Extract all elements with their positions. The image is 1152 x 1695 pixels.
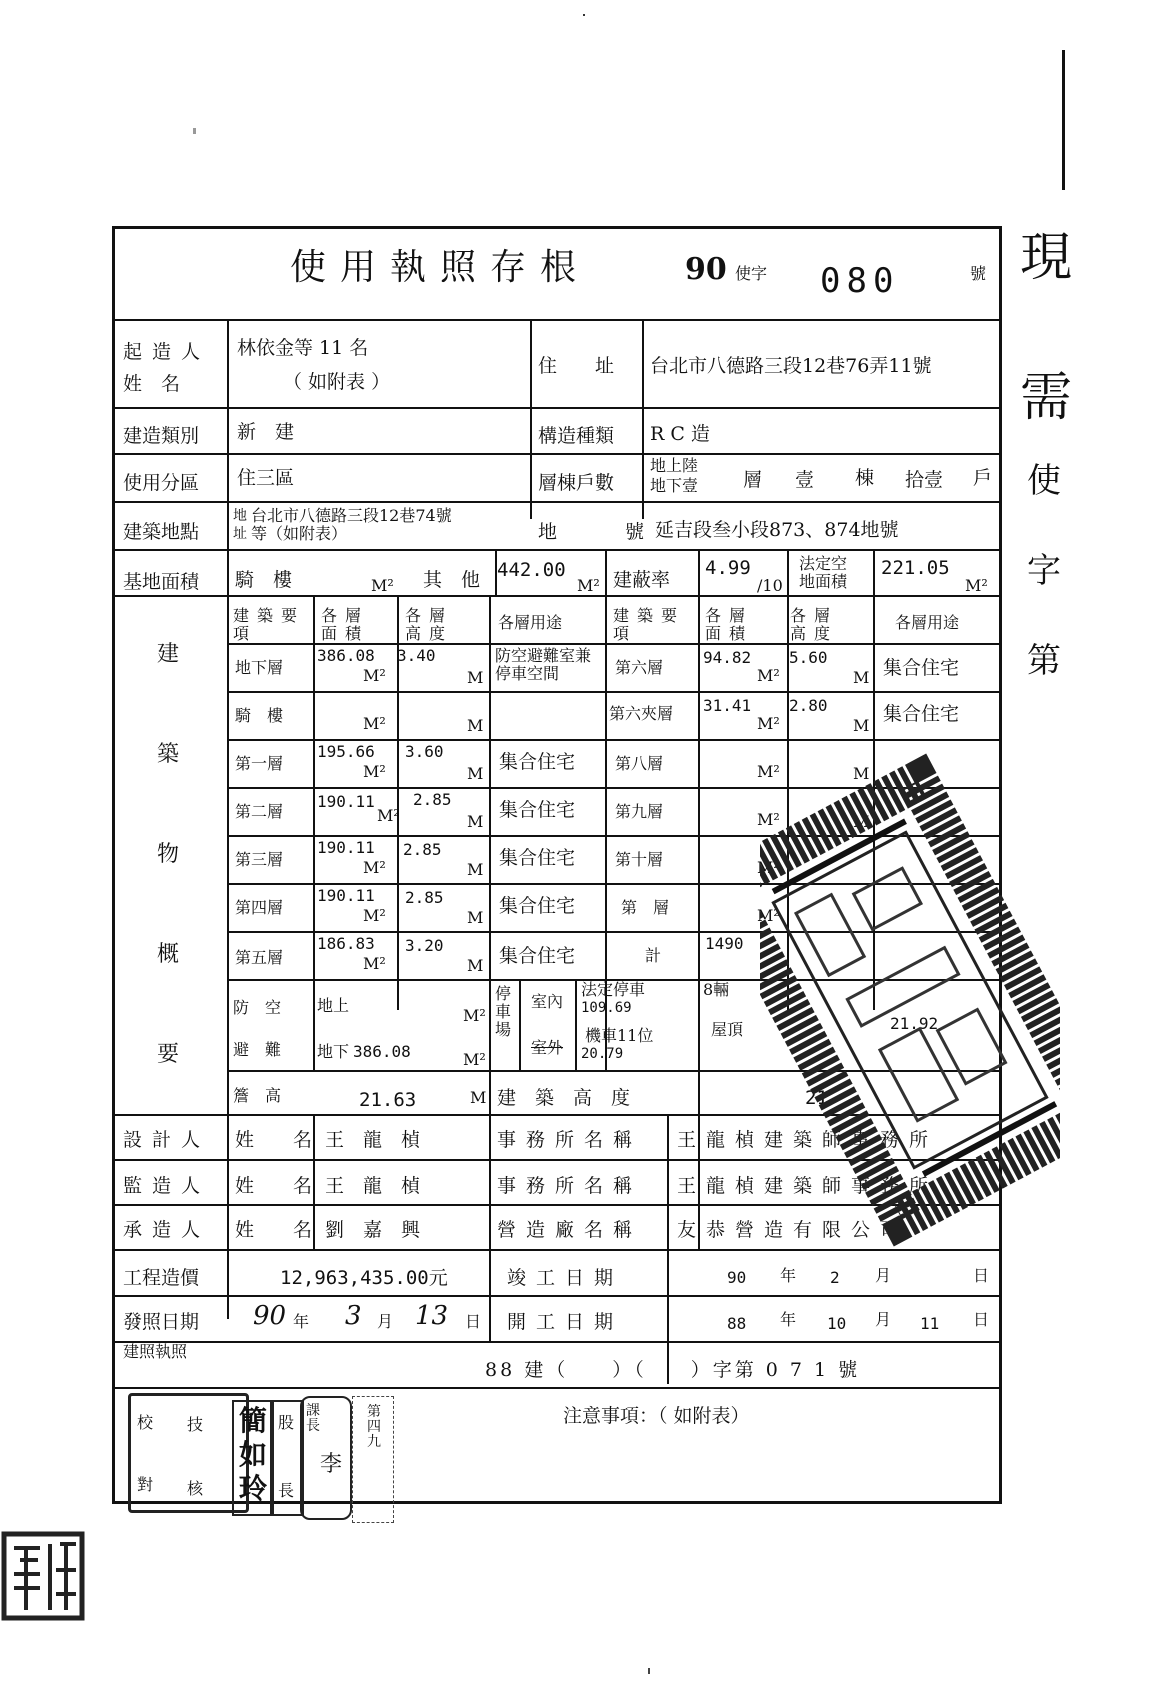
cost-value: 12,963,435.00元 xyxy=(280,1267,448,1289)
review-label-5: 技 xyxy=(187,1415,204,1434)
shelter-label-1: 防 空 xyxy=(233,998,282,1017)
permit-label: 建照執照 xyxy=(123,1342,188,1361)
floor-height: 3.20 xyxy=(405,936,444,955)
start-year-unit: 年 xyxy=(780,1310,797,1329)
coverage-den: /10 xyxy=(757,576,783,595)
title-prefix: 使字 xyxy=(735,264,768,283)
side-label-4: 概 xyxy=(157,942,180,967)
address-value: 台北市八德路三段12巷76弄11號 xyxy=(650,355,932,377)
base-div-4 xyxy=(787,549,789,595)
mid-col-divider xyxy=(530,319,532,519)
review-label-6: 核 xyxy=(187,1479,204,1498)
right-edge-line xyxy=(1062,50,1065,190)
park-div-2 xyxy=(519,979,521,1070)
parking-legal-2: 機車11位 xyxy=(585,1026,654,1045)
bldg-unit: 棟 xyxy=(855,467,875,489)
contractor-office: 友恭營造有限公司 xyxy=(677,1219,910,1241)
rfloor-name: 第八層 xyxy=(615,754,664,773)
start-year: 88 xyxy=(727,1314,747,1333)
official-seal-stamp xyxy=(760,690,1060,1310)
floor-area: 186.83 xyxy=(317,934,375,953)
hdr-area-right: 各層面積 xyxy=(705,606,754,643)
seal-body xyxy=(760,781,1060,1220)
rfloor-area-unit: M² xyxy=(757,714,780,733)
unit-count: 拾壹 xyxy=(905,469,944,491)
vertical-note-text: 第四九 xyxy=(367,1404,381,1450)
site-sub-1: 地 xyxy=(233,508,247,524)
floor-name: 第一層 xyxy=(235,754,284,773)
designer-office-label: 事務所名稱 xyxy=(497,1129,643,1151)
issue-year: 90 xyxy=(253,1301,287,1331)
lot-value: 延吉段叁小段873、874地號 xyxy=(655,519,899,541)
shelter-below-value: 386.08 xyxy=(353,1042,411,1061)
floor-area: 195.66 xyxy=(317,742,375,761)
floor-height-unit: M xyxy=(467,860,484,879)
coverage-label: 建蔽率 xyxy=(613,569,671,591)
floor-height: 2.85 xyxy=(405,888,444,907)
floor-height-unit: M xyxy=(467,956,484,975)
open-unit: M² xyxy=(965,576,988,595)
parking-legal-1: 法定停車 xyxy=(581,980,646,999)
contractor-role: 承造人 xyxy=(123,1219,211,1241)
rfloor-area-unit: M² xyxy=(757,666,780,685)
rfloor-height-unit: M xyxy=(853,668,870,687)
struct-label: 構造種類 xyxy=(538,425,615,447)
rfloor-name: 第九層 xyxy=(615,802,664,821)
issue-year-unit: 年 xyxy=(293,1312,310,1331)
bcol-3 xyxy=(489,595,491,1010)
hdr-item-right: 建築要項 xyxy=(613,606,686,643)
floor-height-unit: M xyxy=(467,668,484,687)
floor-unit: 層 xyxy=(743,469,763,491)
bld-height-value: 21 xyxy=(805,1087,828,1109)
name-stamp xyxy=(232,1400,274,1516)
shelter-above-unit: M² xyxy=(463,1006,486,1025)
rfloor-area-unit: M² xyxy=(757,762,780,781)
applicant-name: 林依金等 11 名 xyxy=(237,337,369,359)
rfloor-height-unit: M xyxy=(853,764,870,783)
floor-area: 190.11 xyxy=(317,838,375,857)
side-label-5: 要 xyxy=(157,1042,180,1067)
eave-label: 簷 高 xyxy=(233,1086,282,1105)
name-stamp-text: 簡如玲 xyxy=(239,1404,268,1505)
shelter-below-prefix: 地下 xyxy=(317,1042,350,1061)
build-type-label: 建造類別 xyxy=(123,425,200,447)
permit-text: 88 建（ ）（ ）字第 0 7 1 號 xyxy=(485,1359,861,1381)
review-label-1: 校 xyxy=(137,1413,154,1432)
rfloor-name: 第 層 xyxy=(621,898,670,917)
title-divider xyxy=(115,319,999,321)
done-label: 竣工日期 xyxy=(507,1267,624,1289)
eave-value: 21.63 xyxy=(359,1089,417,1111)
hdr-area-left: 各層面積 xyxy=(321,606,370,643)
rfloor-height-unit: M xyxy=(853,812,870,831)
open-label-1: 法定空 xyxy=(799,554,848,573)
floor-use: 防空避難室兼停車空間 xyxy=(495,646,592,683)
coverage-value: 4.99 xyxy=(705,557,751,579)
designer-role: 設計人 xyxy=(123,1129,211,1151)
cost-div xyxy=(489,1249,491,1341)
site-label: 建築地點 xyxy=(123,521,200,543)
rfloor-height: 5.60 xyxy=(789,648,828,667)
rfloor-use: 集合住宅 xyxy=(883,703,960,725)
review-stamp xyxy=(128,1393,249,1513)
title-number: 080 xyxy=(820,261,900,301)
rfloor-name: 第六夾層 xyxy=(609,704,674,723)
floor-area-unit: M² xyxy=(363,762,386,781)
permit-line xyxy=(115,1387,999,1389)
issue-line xyxy=(115,1341,999,1343)
done-year: 90 xyxy=(727,1268,747,1287)
zone-label: 使用分區 xyxy=(123,472,200,494)
done-year-unit: 年 xyxy=(780,1266,797,1285)
floor-use: 集合住宅 xyxy=(499,945,576,967)
other-label: 其 他 xyxy=(423,569,481,591)
open-label-2: 地面積 xyxy=(799,572,848,591)
contractor-name-label: 姓 名 xyxy=(235,1219,323,1241)
struct-value: R C 造 xyxy=(650,423,710,445)
floor-height-unit: M xyxy=(467,716,484,735)
floor-height-unit: M xyxy=(467,908,484,927)
rfloor-area-unit: M² xyxy=(757,858,780,877)
shelter-below-unit: M² xyxy=(463,1050,486,1069)
base-div-3 xyxy=(698,549,700,595)
review-label-3: 股 xyxy=(278,1413,295,1432)
designer-name: 王 龍 楨 xyxy=(325,1129,421,1151)
floor-name: 地下層 xyxy=(235,658,284,677)
floor-area-unit: M² xyxy=(363,954,386,973)
chief-title: 課長 xyxy=(306,1403,320,1434)
title-suffix: 號 xyxy=(970,264,987,283)
floors-below: 地下壹 xyxy=(650,476,699,495)
row-line-5 xyxy=(115,595,999,597)
parking-legal-2-area: 20.79 xyxy=(581,1046,624,1062)
bld-height-label: 建 築 高 度 xyxy=(497,1087,631,1109)
shelter-label-2: 避 難 xyxy=(233,1040,282,1059)
chief-stamp xyxy=(300,1396,352,1520)
eave-div xyxy=(489,1070,491,1114)
floor-use: 集合住宅 xyxy=(499,799,576,821)
designer-office: 王龍楨建築師事務所 xyxy=(677,1129,939,1151)
chief-name: 李 xyxy=(320,1452,343,1477)
margin-char-2: 需 xyxy=(1020,368,1073,428)
floor-area-unit: M² xyxy=(363,666,386,685)
row-line-2 xyxy=(115,453,999,455)
applicant-label-1: 起造人 xyxy=(123,341,211,363)
start-month: 10 xyxy=(827,1314,847,1333)
seal-fragment-icon xyxy=(0,1530,86,1622)
parking-indoor: 室內 xyxy=(531,992,564,1011)
other-value: 442.00 xyxy=(497,559,566,581)
hdr-height-left: 各層高度 xyxy=(405,606,454,643)
site-sub-2: 址 xyxy=(233,526,247,542)
floor-height-unit: M xyxy=(467,764,484,783)
floor-height: 3.40 xyxy=(397,646,436,665)
floor-use: 集合住宅 xyxy=(499,751,576,773)
address-label: 住 址 xyxy=(538,355,615,377)
issue-month: 3 xyxy=(345,1301,362,1331)
other-unit: M² xyxy=(577,576,600,595)
floor-name: 第四層 xyxy=(235,898,284,917)
vertical-note xyxy=(352,1396,394,1523)
margin-char-4: 字 xyxy=(1027,551,1061,591)
base-div-5 xyxy=(873,549,875,595)
hdr-use-right: 各層用途 xyxy=(895,613,960,632)
side-label-3: 物 xyxy=(157,842,180,867)
margin-char-5: 第 xyxy=(1027,641,1061,681)
rfloor-height: 2.80 xyxy=(789,696,828,715)
rfloor-area: 94.82 xyxy=(703,648,752,667)
arcade-unit: M² xyxy=(371,576,394,595)
scan-speck xyxy=(583,14,585,16)
side-label-2: 築 xyxy=(157,742,180,767)
hdr-use-left: 各層用途 xyxy=(498,613,563,632)
floor-name: 第二層 xyxy=(235,802,284,821)
supervisor-office-label: 事務所名稱 xyxy=(497,1175,643,1197)
supervisor-name-label: 姓 名 xyxy=(235,1175,323,1197)
row-line-1 xyxy=(115,407,999,409)
issue-label: 發照日期 xyxy=(123,1311,200,1333)
shelter-above: 地上 xyxy=(317,996,350,1015)
rfloor-area-unit: M² xyxy=(757,906,780,925)
done-month: 2 xyxy=(830,1268,840,1287)
base-label: 基地面積 xyxy=(123,571,200,593)
notes-text: 注意事項：（ 如附表） xyxy=(563,1405,750,1427)
applicant-label-2: 姓 名 xyxy=(123,373,181,395)
zone-value: 住三區 xyxy=(237,467,295,489)
site-line-2: 等（如附表） xyxy=(251,524,348,543)
form-title: 使用執照存根 xyxy=(290,247,591,288)
floor-use: 集合住宅 xyxy=(499,847,576,869)
hdr-line xyxy=(227,643,999,645)
park-div-1 xyxy=(489,979,491,1070)
park-div-3 xyxy=(575,979,577,1070)
rfloor-name: 第六層 xyxy=(615,658,664,677)
section-stamp xyxy=(270,1400,304,1516)
designer-name-label: 姓 名 xyxy=(235,1129,323,1151)
floor-area-unit: M² xyxy=(363,714,386,733)
rfloor-name: 計 xyxy=(645,946,662,965)
scan-speck xyxy=(193,128,196,134)
rfloor-height-unit: M xyxy=(853,716,870,735)
review-label-2: 對 xyxy=(137,1475,154,1494)
rfloor-area-unit: M² xyxy=(757,810,780,829)
start-month-unit: 月 xyxy=(875,1310,892,1329)
done-day-unit: 日 xyxy=(973,1266,990,1285)
review-label-4: 長 xyxy=(278,1481,295,1500)
lot-label: 地 號 xyxy=(538,521,655,543)
issue-day-unit: 日 xyxy=(465,1312,482,1331)
issue-day: 13 xyxy=(415,1301,449,1331)
scan-speck xyxy=(648,1668,650,1674)
mid-col-divider-2 xyxy=(642,319,644,519)
parking-label: 停車場 xyxy=(495,984,512,1039)
floor-name: 騎 樓 xyxy=(235,706,284,725)
parking-roof: 屋頂 xyxy=(711,1020,744,1039)
floor-area-unit: M² xyxy=(363,906,386,925)
parking-cars: 8輛 xyxy=(703,980,730,999)
supervisor-role: 監造人 xyxy=(123,1175,211,1197)
floor-area: 386.08 xyxy=(317,646,375,665)
rfloor-name: 第十層 xyxy=(615,850,664,869)
side-label-1: 建 xyxy=(157,642,180,667)
parking-roof-area: 21.92 xyxy=(890,1014,939,1033)
margin-char-1: 現 xyxy=(1020,228,1073,288)
floor-area: 190.11 xyxy=(317,886,375,905)
arcade-label: 騎 樓 xyxy=(235,569,293,591)
contractor-name: 劉 嘉 興 xyxy=(325,1219,421,1241)
floor-area-unit: M² xyxy=(363,858,386,877)
build-type-value: 新 建 xyxy=(237,421,295,443)
bcol-5 xyxy=(698,595,700,1250)
floor-area: 190.11 xyxy=(317,792,375,811)
parking-outdoor: 室外 xyxy=(531,1038,564,1057)
floor-height: 3.60 xyxy=(405,742,444,761)
floors-above: 地上陸 xyxy=(650,456,699,475)
floor-name: 第三層 xyxy=(235,850,284,869)
issue-month-unit: 月 xyxy=(377,1312,394,1331)
eave-unit: M xyxy=(470,1088,487,1107)
parking-legal-1-area: 109.69 xyxy=(581,1000,632,1016)
row-line-4 xyxy=(115,549,999,551)
supervisor-name: 王 龍 楨 xyxy=(325,1175,421,1197)
applicant-note: （ 如附表 ） xyxy=(283,371,391,393)
supervisor-office: 王龍楨建築師事務所 xyxy=(677,1175,939,1197)
cost-label: 工程造價 xyxy=(123,1267,200,1289)
start-label: 開工日期 xyxy=(507,1311,624,1333)
site-line-1: 台北市八德路三段12巷74號 xyxy=(251,506,452,525)
rfloor-area: 31.41 xyxy=(703,696,752,715)
hdr-height-right: 各層高度 xyxy=(790,606,839,643)
base-div-2 xyxy=(605,549,607,595)
floor-use: 集合住宅 xyxy=(499,895,576,917)
bcol-1 xyxy=(313,595,315,1070)
rfloor-use: 集合住宅 xyxy=(883,657,960,679)
label-col-divider xyxy=(227,319,229,1319)
rfloor-area: 1490 xyxy=(705,934,744,953)
title-year: 90 xyxy=(685,252,727,287)
margin-char-3: 使 xyxy=(1027,461,1061,501)
hdr-item-left: 建築要項 xyxy=(233,606,306,643)
floor-height-unit: M xyxy=(467,812,484,831)
floor-height: 2.85 xyxy=(413,790,452,809)
row-line-3 xyxy=(115,501,999,503)
open-value: 221.05 xyxy=(881,557,950,579)
bldg-count: 壹 xyxy=(795,469,815,491)
start-day: 11 xyxy=(920,1314,940,1333)
floor-name: 第五層 xyxy=(235,948,284,967)
floor-height: 2.85 xyxy=(403,840,442,859)
floor-area-unit: M² xyxy=(377,806,400,825)
done-month-unit: 月 xyxy=(875,1266,892,1285)
start-day-unit: 日 xyxy=(973,1310,990,1329)
floors-label: 層棟戶數 xyxy=(538,472,615,494)
unit-unit: 戶 xyxy=(973,467,993,489)
contractor-office-label: 營造廠名稱 xyxy=(497,1219,643,1241)
